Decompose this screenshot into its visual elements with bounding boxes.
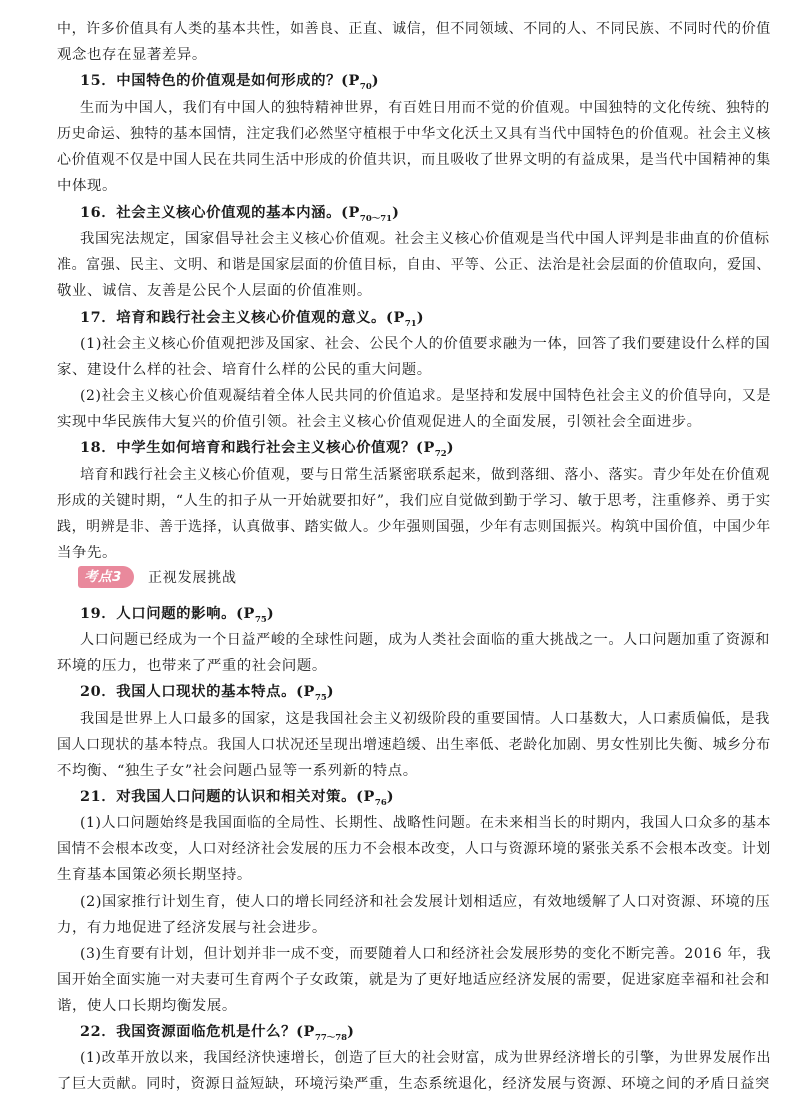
text-line: 谐，使人口长期均衡发展。 <box>57 998 237 1014</box>
page-ref: 71 <box>404 318 417 329</box>
text-line: (1)人口问题始终是我国面临的全局性、长期性、战略性问题。在未来相当长的时期内，我国人口众多的基本 <box>80 815 772 831</box>
text-line: 国情不会根本改变，人口对经济社会发展的压力不会根本改变，人口与资源环境的紧张关系不会根本改变。计划 <box>57 841 771 857</box>
text-line: 家、建设什么样的社会、培育什么样的公民的重大问题。 <box>57 362 432 378</box>
text-line: 环境的压力，也带来了严重的社会问题。 <box>57 658 327 674</box>
text-line: (3)生育要有计划，但计划并非一成不变，而要随着人口和经济社会发展形势的变化不断完善。2016 年，我 <box>80 946 772 962</box>
text-line: 国人口现状的基本特点。我国人口状况还呈现出增速趋缓、出生率低、老龄化加剧、男女性别比失衡、城乡分布 <box>57 737 771 753</box>
page-ref: 77～78 <box>314 1032 348 1043</box>
text-line: 观念也存在显著差异。 <box>57 47 207 63</box>
text-line: 国开始全面实施一对夫妻可生育两个子女政策，就是为了更好地适应经济发展的需要，促进家庭幸福和社会和 <box>57 972 770 988</box>
text-line: 力，有力地促进了经济发展与社会进步。 <box>57 920 327 936</box>
question-heading: 19．人口问题的影响。$(P_{75})$ <box>80 605 275 625</box>
section-title: 正视发展挑战 <box>148 570 237 586</box>
text-line: 准。富强、民主、文明、和谐是国家层面的价值目标，自由、平等、公正、法治是社会层面的价值取向，爱国、 <box>57 257 771 273</box>
question-heading: 20．我国人口现状的基本特点。$(P_{75})$ <box>80 683 335 703</box>
question-heading: 21．对我国人口问题的认识和相关对策。$(P_{76})$ <box>80 788 395 808</box>
text-line: 中体现。 <box>57 178 117 194</box>
text-line: (2)国家推行计划生育，使人口的增长同经济和社会发展计划相适应，有效地缓解了人口对资源、环境的压 <box>80 894 771 910</box>
text-line: 生育基本国策必须长期坚持。 <box>57 867 252 883</box>
question-heading: 16．社会主义核心价值观的基本内涵。$(P_{70\sim 71})$ <box>80 204 400 224</box>
text-line: 当争先。 <box>57 545 117 561</box>
page-ref: 75 <box>314 692 327 703</box>
text-line: 了巨大贡献。同时，资源日益短缺，环境污染严重，生态系统退化，经济发展与资源、环境之间的矛盾日益突 <box>57 1076 770 1092</box>
page-ref: 70 <box>359 81 372 92</box>
text-line: (1)改革开放以来，我国经济快速增长，创造了巨大的社会财富，成为世界经济增长的引擎，为世界发展作出 <box>80 1050 772 1066</box>
question-heading: 15．中国特色的价值观是如何形成的？$(P_{70})$ <box>80 72 380 92</box>
text-line: 心价值观不仅是中国人民在共同生活中形成的价值共识，而且吸收了世界文明的有益成果，是当代中国精神的集 <box>57 152 771 168</box>
text-line: (1)社会主义核心价值观把涉及国家、社会、公民个人的价值要求融为一体，回答了我们要建设什么样的国 <box>80 336 771 352</box>
question-heading: 17．培育和践行社会主义核心价值观的意义。$(P_{71})$ <box>80 309 425 329</box>
text-line: 我国是世界上人口最多的国家，这是我国社会主义初级阶段的重要国情。人口基数大，人口素质偏低，是我 <box>80 711 770 727</box>
section-badge-label: 考点3 <box>84 569 122 585</box>
text-line: 实现中华民族伟大复兴的价值引领。社会主义核心价值观促进人的全面发展，引领社会全面进步。 <box>57 414 702 430</box>
text-line: 人口问题已经成为一个日益严峻的全球性问题，成为人类社会面临的重大挑战之一。人口问题加重了资源和 <box>80 632 770 648</box>
text-line: 不均衡、“独生子女”社会问题凸显等一系列新的特点。 <box>57 763 418 779</box>
text-line: 培育和践行社会主义核心价值观，要与日常生活紧密联系起来，做到落细、落小、落实。青少年处在价值观 <box>80 467 770 483</box>
page-ref: 70～71 <box>359 213 393 224</box>
page-ref: 75 <box>254 614 267 625</box>
text-line: 生而为中国人，我们有中国人的独特精神世界，有百姓日用而不觉的价值观。中国独特的文化传统、独特的 <box>80 100 770 116</box>
text-line: 践，明辨是非、善于选择，认真做事、踏实做人。少年强则国强，少年有志则国振兴。构筑中国价值，中国少年 <box>57 519 771 535</box>
question-heading: 18．中学生如何培育和践行社会主义核心价值观？$(P_{72})$ <box>80 439 455 459</box>
page-ref: 72 <box>434 448 447 459</box>
question-heading: 22．我国资源面临危机是什么？$(P_{77\sim 78})$ <box>80 1023 355 1043</box>
text-line: 中，许多价值具有人类的基本共性，如善良、正直、诚信，但不同领域、不同的人、不同民族、不同时代的价值 <box>57 21 771 37</box>
text-line: 历史命运、独特的基本国情，注定我们必然坚守植根于中华文化沃土又具有当代中国特色的价值观。社会主义核 <box>57 126 771 142</box>
page-ref: 76 <box>374 797 387 808</box>
text-line: 敬业、诚信、友善是公民个人层面的价值准则。 <box>57 283 372 299</box>
text-line: 我国宪法规定，国家倡导社会主义核心价值观。社会主义核心价值观是当代中国人评判是非曲直的价值标 <box>80 231 770 247</box>
text-line: (2)社会主义核心价值观凝结着全体人民共同的价值追求。是坚持和发展中国特色社会主义的价值导向，又是 <box>80 388 772 404</box>
text-line: 形成的关键时期，“人生的扣子从一开始就要扣好”，我们应自觉做到勤于学习、敏于思考，注重修养、勇于实 <box>57 493 771 509</box>
